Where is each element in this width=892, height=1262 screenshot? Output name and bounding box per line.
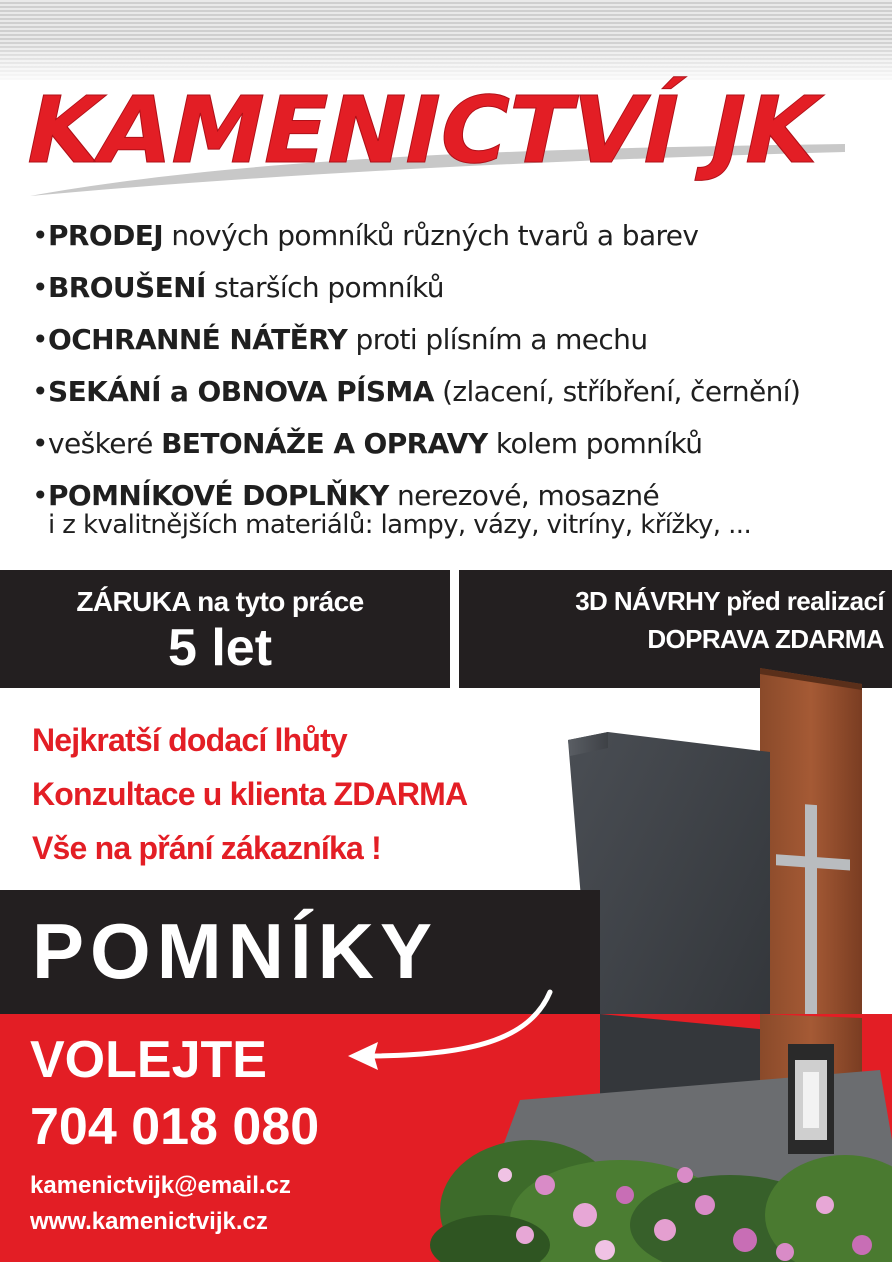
website-link[interactable]: www.kamenictvijk.cz (30, 1208, 268, 1235)
service-item: •BROUŠENÍ starších pomníků (32, 271, 444, 304)
brand-title-text: KAMENICTVÍ JK (16, 76, 821, 184)
service-item: •POMNÍKOVÉ DOPLŇKY nerezové, mosazné (32, 479, 660, 512)
service-item: •veškeré BETONÁŽE A OPRAVY kolem pomníků (32, 427, 703, 460)
warranty-value: 5 let (167, 619, 273, 677)
benefit-consultation: Konzultace u klienta ZDARMA (32, 776, 468, 812)
headline: POMNÍKY (32, 907, 439, 995)
extras-line-3d: 3D NÁVRHY před realizací (575, 586, 884, 616)
extras-line-transport: DOPRAVA ZDARMA (647, 624, 884, 654)
service-item: •OCHRANNÉ NÁTĚRY proti plísním a mechu (32, 323, 648, 356)
phone-number[interactable]: 704 018 080 (30, 1098, 320, 1156)
email-link[interactable]: kamenictvijk@email.cz (30, 1172, 291, 1199)
service-item: •SEKÁNÍ a OBNOVA PÍSMA (zlacení, stříbření, černění) (32, 375, 801, 408)
warranty-label: ZÁRUKA na tyto práce (76, 586, 364, 617)
call-label: VOLEJTE (30, 1031, 267, 1089)
service-item-continuation: i z kvalitnějších materiálů: lampy, vázy, vitríny, křížky, ... (48, 510, 752, 540)
service-item: •PRODEJ nových pomníků různých tvarů a barev (32, 219, 699, 252)
benefit-custom: Vše na přání zákazníka ! (32, 830, 381, 866)
benefit-delivery: Nejkratší dodací lhůty (32, 722, 347, 758)
